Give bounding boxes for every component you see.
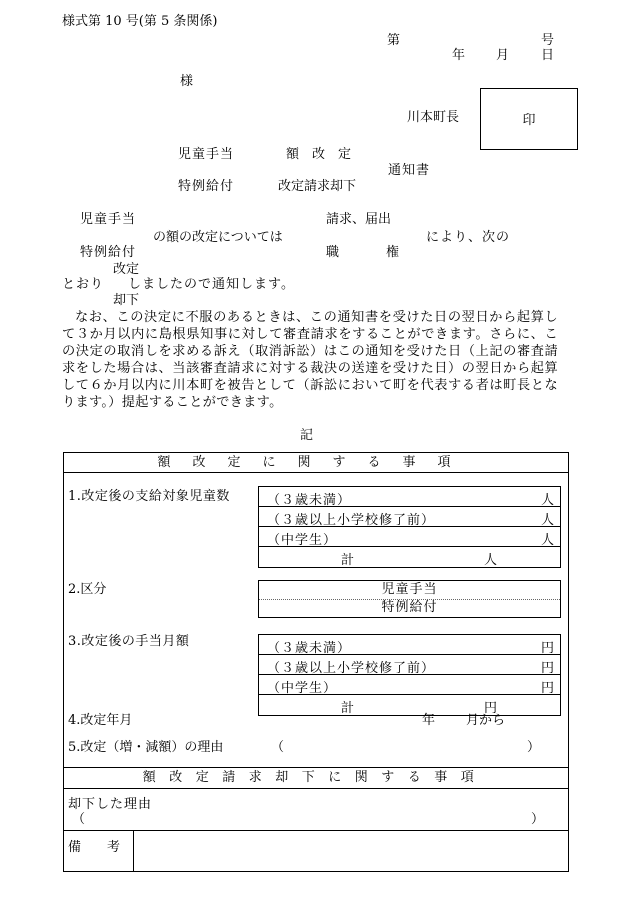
remarks-label: 備 考 bbox=[68, 840, 121, 855]
title-revision-rejected: 改定請求却下 bbox=[278, 179, 357, 194]
total-label: 計 bbox=[341, 701, 355, 716]
addressee-honorific: 様 bbox=[180, 74, 194, 89]
item5-open-paren: （ bbox=[271, 740, 285, 755]
divider bbox=[63, 767, 568, 768]
child-count-row bbox=[259, 507, 560, 527]
item4-year: 年 bbox=[422, 713, 436, 728]
title-child-allowance: 児童手当 bbox=[178, 147, 235, 162]
body-according: により、次の bbox=[426, 230, 511, 245]
category-box bbox=[258, 580, 561, 618]
row-label: （３歳未満） bbox=[267, 641, 352, 656]
body-ex-officio-2: 権 bbox=[386, 245, 400, 260]
item4-label: 4.改定年月 bbox=[68, 713, 133, 728]
category-special-benefit: 特例給付 bbox=[381, 600, 438, 615]
body-special-benefit: 特例給付 bbox=[80, 245, 137, 260]
row-unit: 円 bbox=[540, 641, 554, 656]
title-notice: 通知書 bbox=[388, 163, 431, 178]
total-label: 計 bbox=[341, 553, 355, 568]
child-count-row bbox=[259, 487, 560, 507]
seal-box bbox=[480, 88, 578, 150]
divider bbox=[63, 788, 568, 789]
date-day: 日 bbox=[541, 48, 555, 63]
appeal-notice: なお、この決定に不服のあるときは、この通知書を受けた日の翌日から起算して３か月以内に島根県知事に対して審査請求をすることができます。さらに、この決定の取消しを求める訴え（取消訴訟）はこの通知を受けた日（上記の審査請求をした場合は、当該審査請求に対する裁決の送達を受けた日）の翌日から起算して６か月以内に川本町を被告として（訴訟において町を代表する者は町長となります。）提起することができます。 bbox=[62, 310, 558, 410]
rejection-close-paren: ） bbox=[531, 812, 545, 827]
child-count-row bbox=[259, 527, 560, 547]
body-ex-officio-1: 職 bbox=[326, 245, 340, 260]
row-unit: 円 bbox=[540, 681, 554, 696]
body-child-allowance: 児童手当 bbox=[80, 212, 137, 227]
date-year: 年 bbox=[452, 48, 466, 63]
section-rejection-header: 額改定請求却下に関する事項 bbox=[142, 770, 488, 785]
item2-label: 2.区分 bbox=[68, 582, 107, 597]
child-count-box bbox=[258, 486, 561, 568]
row-label: （中学生） bbox=[267, 681, 338, 696]
form-number: 様式第 10 号(第 5 条関係) bbox=[62, 14, 218, 29]
body-claim-report: 請求、届出 bbox=[326, 212, 392, 227]
title-special-benefit: 特例給付 bbox=[178, 179, 235, 194]
row-label: （３歳以上小学校修了前） bbox=[267, 661, 436, 676]
category-child-allowance: 児童手当 bbox=[381, 582, 438, 597]
doc-number-prefix: 第 bbox=[387, 33, 401, 48]
body-rejected: 却下 bbox=[113, 293, 140, 308]
rejection-open-paren: （ bbox=[72, 812, 86, 827]
body-revision-text: の額の改定については bbox=[153, 230, 283, 245]
section-revision-header: 額改定に関する事項 bbox=[157, 455, 473, 470]
record-mark: 記 bbox=[300, 428, 314, 443]
monthly-amount-total-row bbox=[259, 695, 560, 714]
row-label: （３歳以上小学校修了前） bbox=[267, 513, 436, 528]
doc-number-suffix: 号 bbox=[541, 33, 555, 48]
body-revised: 改定 bbox=[113, 262, 140, 277]
monthly-amount-row bbox=[259, 635, 560, 655]
row-label: （３歳未満） bbox=[267, 493, 352, 508]
monthly-amount-box bbox=[258, 634, 561, 716]
item3-label: 3.改定後の手当月額 bbox=[68, 634, 190, 649]
total-unit: 人 bbox=[484, 553, 498, 568]
monthly-amount-row bbox=[259, 655, 560, 675]
body-notified: しましたので通知します。 bbox=[128, 277, 295, 292]
date-month: 月 bbox=[496, 48, 510, 63]
issuer-mayor: 川本町長 bbox=[407, 110, 460, 125]
child-count-total-row bbox=[259, 547, 560, 566]
rejection-reason-label: 却下した理由 bbox=[68, 797, 153, 812]
monthly-amount-row bbox=[259, 675, 560, 695]
row-label: （中学生） bbox=[267, 533, 338, 548]
divider bbox=[63, 472, 568, 473]
remarks-field[interactable] bbox=[134, 831, 566, 870]
total-unit: 円 bbox=[484, 701, 498, 716]
row-unit: 円 bbox=[540, 661, 554, 676]
item5-label: 5.改定（増・減額）の理由 bbox=[68, 740, 224, 755]
row-unit: 人 bbox=[540, 493, 554, 508]
item5-close-paren: ） bbox=[527, 740, 541, 755]
item4-from-month: 月から bbox=[466, 713, 506, 728]
seal-mark: 印 bbox=[522, 113, 536, 128]
row-unit: 人 bbox=[540, 513, 554, 528]
title-amount-revision: 額 改 定 bbox=[286, 147, 352, 162]
row-unit: 人 bbox=[540, 533, 554, 548]
item1-label: 1.改定後の支給対象児童数 bbox=[68, 489, 230, 504]
body-as-follows: とおり bbox=[62, 277, 105, 292]
